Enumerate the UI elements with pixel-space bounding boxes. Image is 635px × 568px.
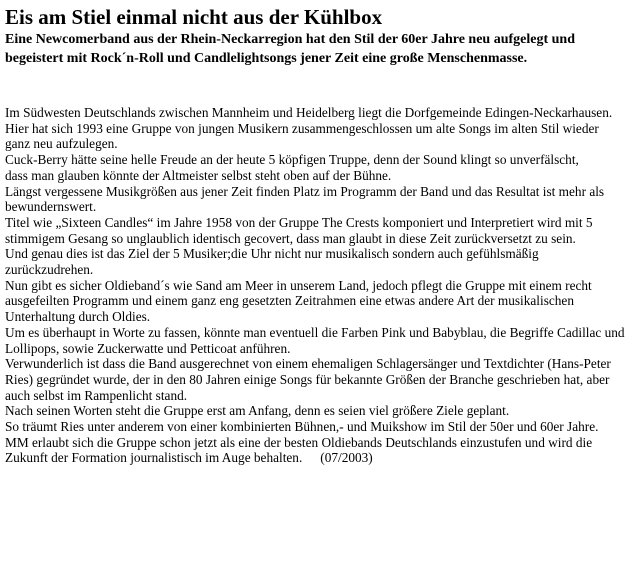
article-subtitle: Eine Newcomerband aus der Rhein-Neckarregion hat den Stil der 60er Jahre neu aufgelegt und begeistert mit Rock´n-Roll und Candlelightsongs jener Zeit eine große Menschenmasse.	[5, 32, 575, 66]
paragraph: Und genau dies ist das Ziel der 5 Musiker;die Uhr nicht nur musikalisch sondern auch gefühlsmäßig zurückzudrehen.	[5, 246, 539, 278]
paragraph: Längst vergessene Musikgrößen aus jener Zeit finden Platz im Programm der Band und das Resultat ist mehr als bewundernswert.	[5, 183, 605, 215]
article-title: Eis am Stiel einmal nicht aus der Kühlbox	[5, 5, 383, 29]
paragraph-last	[5, 435, 625, 466]
article	[5, 4, 630, 466]
article-date: (07/2003)	[320, 450, 373, 466]
paragraph: Im Südwesten Deutschlands zwischen Mannheim und Heidelberg liegt die Dorfgemeinde Edingen-Neckarhausen.	[5, 105, 613, 120]
paragraph: Hier hat sich 1993 eine Gruppe von jungen Musikern zusammengeschlossen um alte Songs im alten Stil wieder ganz neu aufzulegen.	[5, 120, 599, 152]
paragraph: Titel wie „Sixteen Candles“ im Jahre 1958 von der Gruppe The Crests komponiert und Interpretiert wird mit 5 stimmigem Gesang so unglaublich identisch gecovert, dass man glaubt in diese Zeit zurückversetzt zu sein.	[5, 214, 593, 246]
paragraph: Verwunderlich ist dass die Band ausgerechnet von einem ehemaligen Schlagersänger und Textdichter (Hans-Peter Ries) gegründet wurde, der in den 80 Jahren einige Songs für bekannte Größen der Branche geschrieben hat, aber auch selbst im Rampenlicht stand.	[5, 356, 611, 403]
paragraph: Um es überhaupt in Worte zu fassen, könnte man eventuell die Farben Pink und Babyblau, die Begriffe Cadillac und Lollipops, sowie Zuckerwatte und Petticoat anführen.	[5, 324, 625, 356]
paragraph: dass man glauben könnte der Altmeister selbst steht oben auf der Bühne.	[5, 167, 392, 183]
article-body	[5, 105, 625, 466]
paragraph: Nach seinen Worten steht die Gruppe erst am Anfang, denn es seien viel größere Ziele geplant.	[5, 403, 510, 419]
paragraph-text: MM erlaubt sich die Gruppe schon jetzt als eine der besten Oldiebands Deutschlands einzustufen und wird die Zukunft der Formation journalistisch im Auge behalten.	[5, 434, 593, 466]
paragraph: Nun gibt es sicher Oldieband´s wie Sand am Meer in unserem Land, jedoch pflegt die Gruppe mit einem recht ausgefeilten Programm und einem ganz eng gesetzten Zeitrahmen eine etwas andere Art der musikalischen Unterhaltung durch Oldies.	[5, 277, 592, 325]
paragraph: So träumt Ries unter anderem von einer kombinierten Bühnen,- und Muikshow im Stil der 50er und 60er Jahre.	[5, 419, 599, 435]
paragraph: Cuck-Berry hätte seine helle Freude an der heute 5 köpfigen Truppe, denn der Sound klingt so unverfälscht,	[5, 152, 579, 168]
